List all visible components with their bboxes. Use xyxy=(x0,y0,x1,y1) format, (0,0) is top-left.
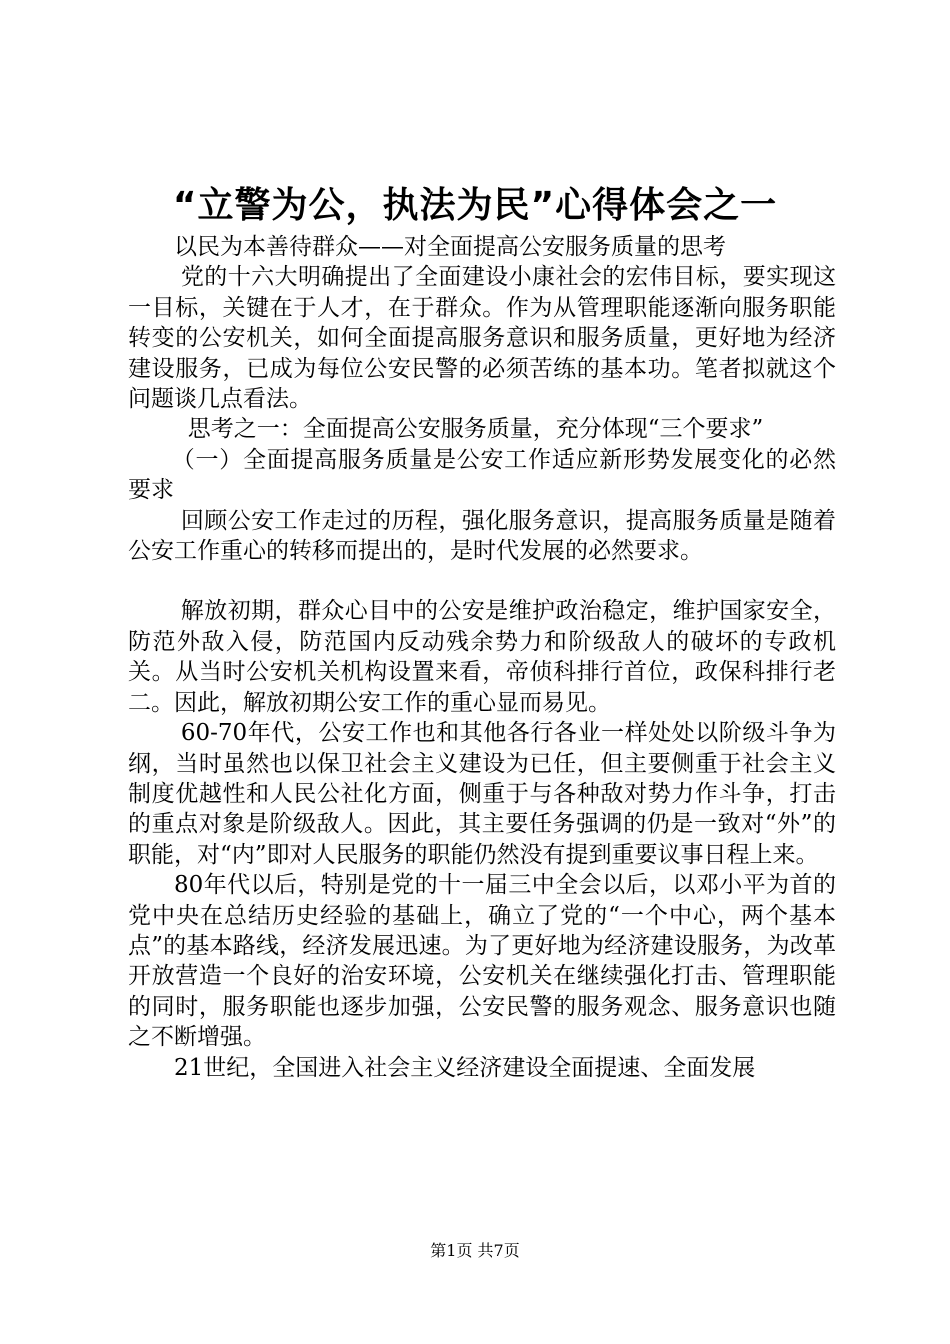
page-number-footer: 第1页 共7页 xyxy=(430,1241,520,1260)
review-paragraph: 回顾公安工作走过的历程，强化服务意识，提高服务质量是随着公安工作重心的转移而提出的，是时代发展的必然要求。 xyxy=(128,507,836,565)
subtitle-paragraph: 以民为本善待群众——对全面提高公安服务质量的思考 xyxy=(174,234,726,260)
document-body xyxy=(128,232,836,1083)
intro-paragraph: 党的十六大明确提出了全面建设小康社会的宏伟目标，要实现这一目标，关键在于人才，在于群众。作为从管理职能逐渐向服务职能转变的公安机关，如何全面提高服务意识和服务质量，更好地为经济建设服务，已成为每位公安民警的必须苦练的基本功。笔者拟就这个问题谈几点看法。 xyxy=(128,264,836,413)
document-title: “立警为公，执法为民”心得体会之一 xyxy=(172,185,778,226)
eighties-paragraph: 80年代以后，特别是党的十一届三中全会以后，以邓小平为首的党中央在总结历史经验的基础上，确立了党的“一个中心，两个基本点”的基本路线，经济发展迅速。为了更好地为经济建设服务，为改革开放营造一个良好的治安环境，公安机关在继续强化打击、管理职能的同时，服务职能也逐步加强，公安民警的服务观念、服务意识也随之不断增强。 xyxy=(128,872,836,1051)
twentyfirst-century-paragraph: 21世纪，全国进入社会主义经济建设全面提速、全面发展 xyxy=(174,1054,756,1081)
sixties-paragraph: 60-70年代，公安工作也和其他各行各业一样处处以阶级斗争为纲，当时虽然也以保卫社会主义建设为已任，但主要侧重于社会主义制度优越性和人民公社化方面，侧重于与各种敌对势力作斗争，打击的重点对象是阶级敌人。因此，其主要任务强调的仍是一致对“外”的职能，对“内”即对人民服务的职能仍然没有提到重要议事日程上来。 xyxy=(128,720,836,868)
section-heading-paragraph: 思考之一：全面提高公安服务质量，充分体现“三个要求” xyxy=(187,416,764,443)
liberation-paragraph: 解放初期，群众心目中的公安是维护政治稳定，维护国家安全，防范外敌入侵，防范国内反动残余势力和阶级敌人的破坏的专政机关。从当时公安机关机构设置来看，帝侦科排行首位，政保科排行老二。因此，解放初期公安工作的重心显而易见。 xyxy=(128,598,836,716)
subsection-heading-paragraph: （一）全面提高服务质量是公安工作适应新形势发展变化的必然要求 xyxy=(128,446,836,504)
